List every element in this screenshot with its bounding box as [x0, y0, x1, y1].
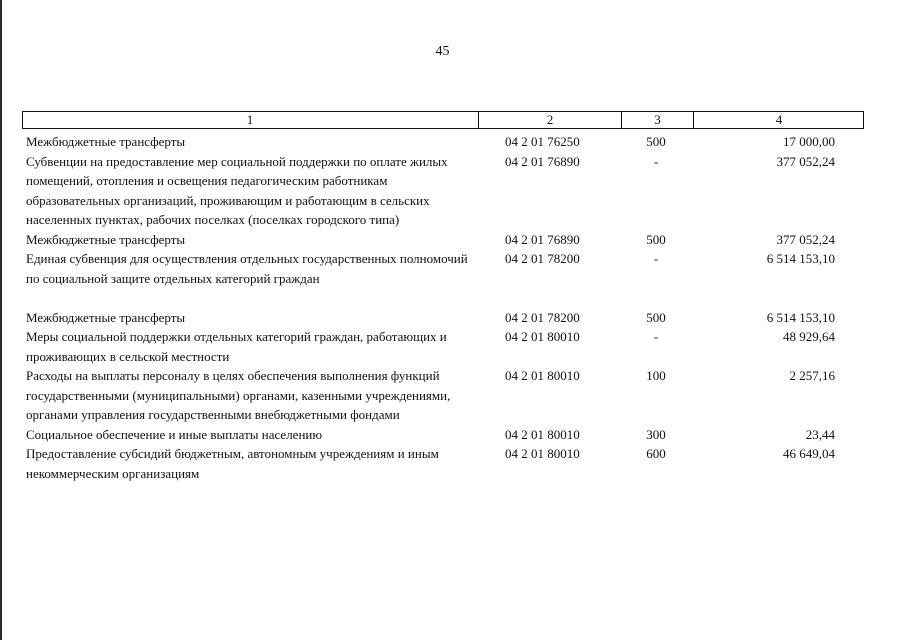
row-type: 500	[646, 134, 666, 149]
table-header	[22, 111, 864, 129]
row-name: Меры социальной поддержки отдельных категорий граждан, работающих и проживающих в сельской местности	[26, 329, 447, 364]
row-amount: 377 052,24	[776, 231, 835, 247]
row-code: 04 2 01 80010	[505, 426, 580, 442]
row-type: 600	[646, 446, 666, 461]
row-amount: 2 257,16	[789, 368, 835, 383]
table-row	[0, 366, 905, 425]
row-code: 04 2 01 80010	[505, 368, 580, 383]
row-type: -	[653, 153, 659, 169]
column-header-2: 2	[478, 112, 621, 128]
table-row	[0, 444, 905, 483]
row-type: 300	[646, 426, 666, 442]
row-amount: 6 514 153,10	[766, 251, 835, 266]
table-row	[0, 152, 905, 230]
row-amount: 377 052,24	[776, 153, 835, 169]
row-code: 04 2 01 78200	[505, 309, 580, 325]
row-amount: 46 649,04	[783, 446, 835, 461]
row-type: 100	[646, 368, 666, 383]
row-amount: 17 000,00	[783, 134, 835, 149]
row-name: Социальное обеспечение и иные выплаты населению	[26, 426, 323, 442]
table-row	[0, 327, 905, 366]
table-body	[0, 132, 905, 483]
column-header-3: 3	[621, 112, 693, 128]
row-code: 04 2 01 80010	[505, 446, 580, 461]
row-amount: 23,44	[805, 426, 835, 442]
row-name: Субвенции на предоставление мер социальной поддержки по оплате жилых помещений, отопления и освещения педагогическим работникам образовательных организаций, проживающим и работающим в сельских населенных пунктах, рабочих поселках (поселках городского типа)	[26, 153, 448, 227]
row-name: Расходы на выплаты персоналу в целях обеспечения выполнения функций государственными (муниципальными) органами, казенными учреждениями, органами управления государственными внебюджетными фондами	[26, 368, 451, 422]
column-header-1: 1	[246, 112, 254, 127]
table-row	[0, 425, 905, 445]
row-code: 04 2 01 76890	[505, 231, 580, 247]
row-type: -	[653, 329, 659, 344]
row-code: 04 2 01 78200	[505, 251, 580, 266]
table-row	[0, 132, 905, 152]
row-name: Межбюджетные трансферты	[26, 231, 186, 247]
table-row	[0, 230, 905, 250]
row-amount: 48 929,64	[783, 329, 835, 344]
page-number: 45	[435, 44, 450, 59]
table-row	[0, 308, 905, 328]
row-type: -	[653, 251, 659, 266]
row-type: 500	[646, 231, 666, 247]
row-name: Межбюджетные трансферты	[26, 134, 186, 149]
row-amount: 6 514 153,10	[766, 309, 835, 325]
row-code: 04 2 01 76250	[505, 134, 580, 149]
row-name: Межбюджетные трансферты	[26, 309, 186, 325]
row-name: Единая субвенция для осуществления отдельных государственных полномочий по социальной защите отдельных категорий граждан	[26, 251, 468, 286]
row-name: Предоставление субсидий бюджетным, автономным учреждениям и иным некоммерческим организациям	[26, 446, 439, 481]
table-row	[0, 249, 905, 288]
row-code: 04 2 01 76890	[505, 153, 580, 169]
column-header-4: 4	[693, 112, 864, 128]
row-code: 04 2 01 80010	[505, 329, 580, 344]
row-type: 500	[646, 309, 666, 325]
